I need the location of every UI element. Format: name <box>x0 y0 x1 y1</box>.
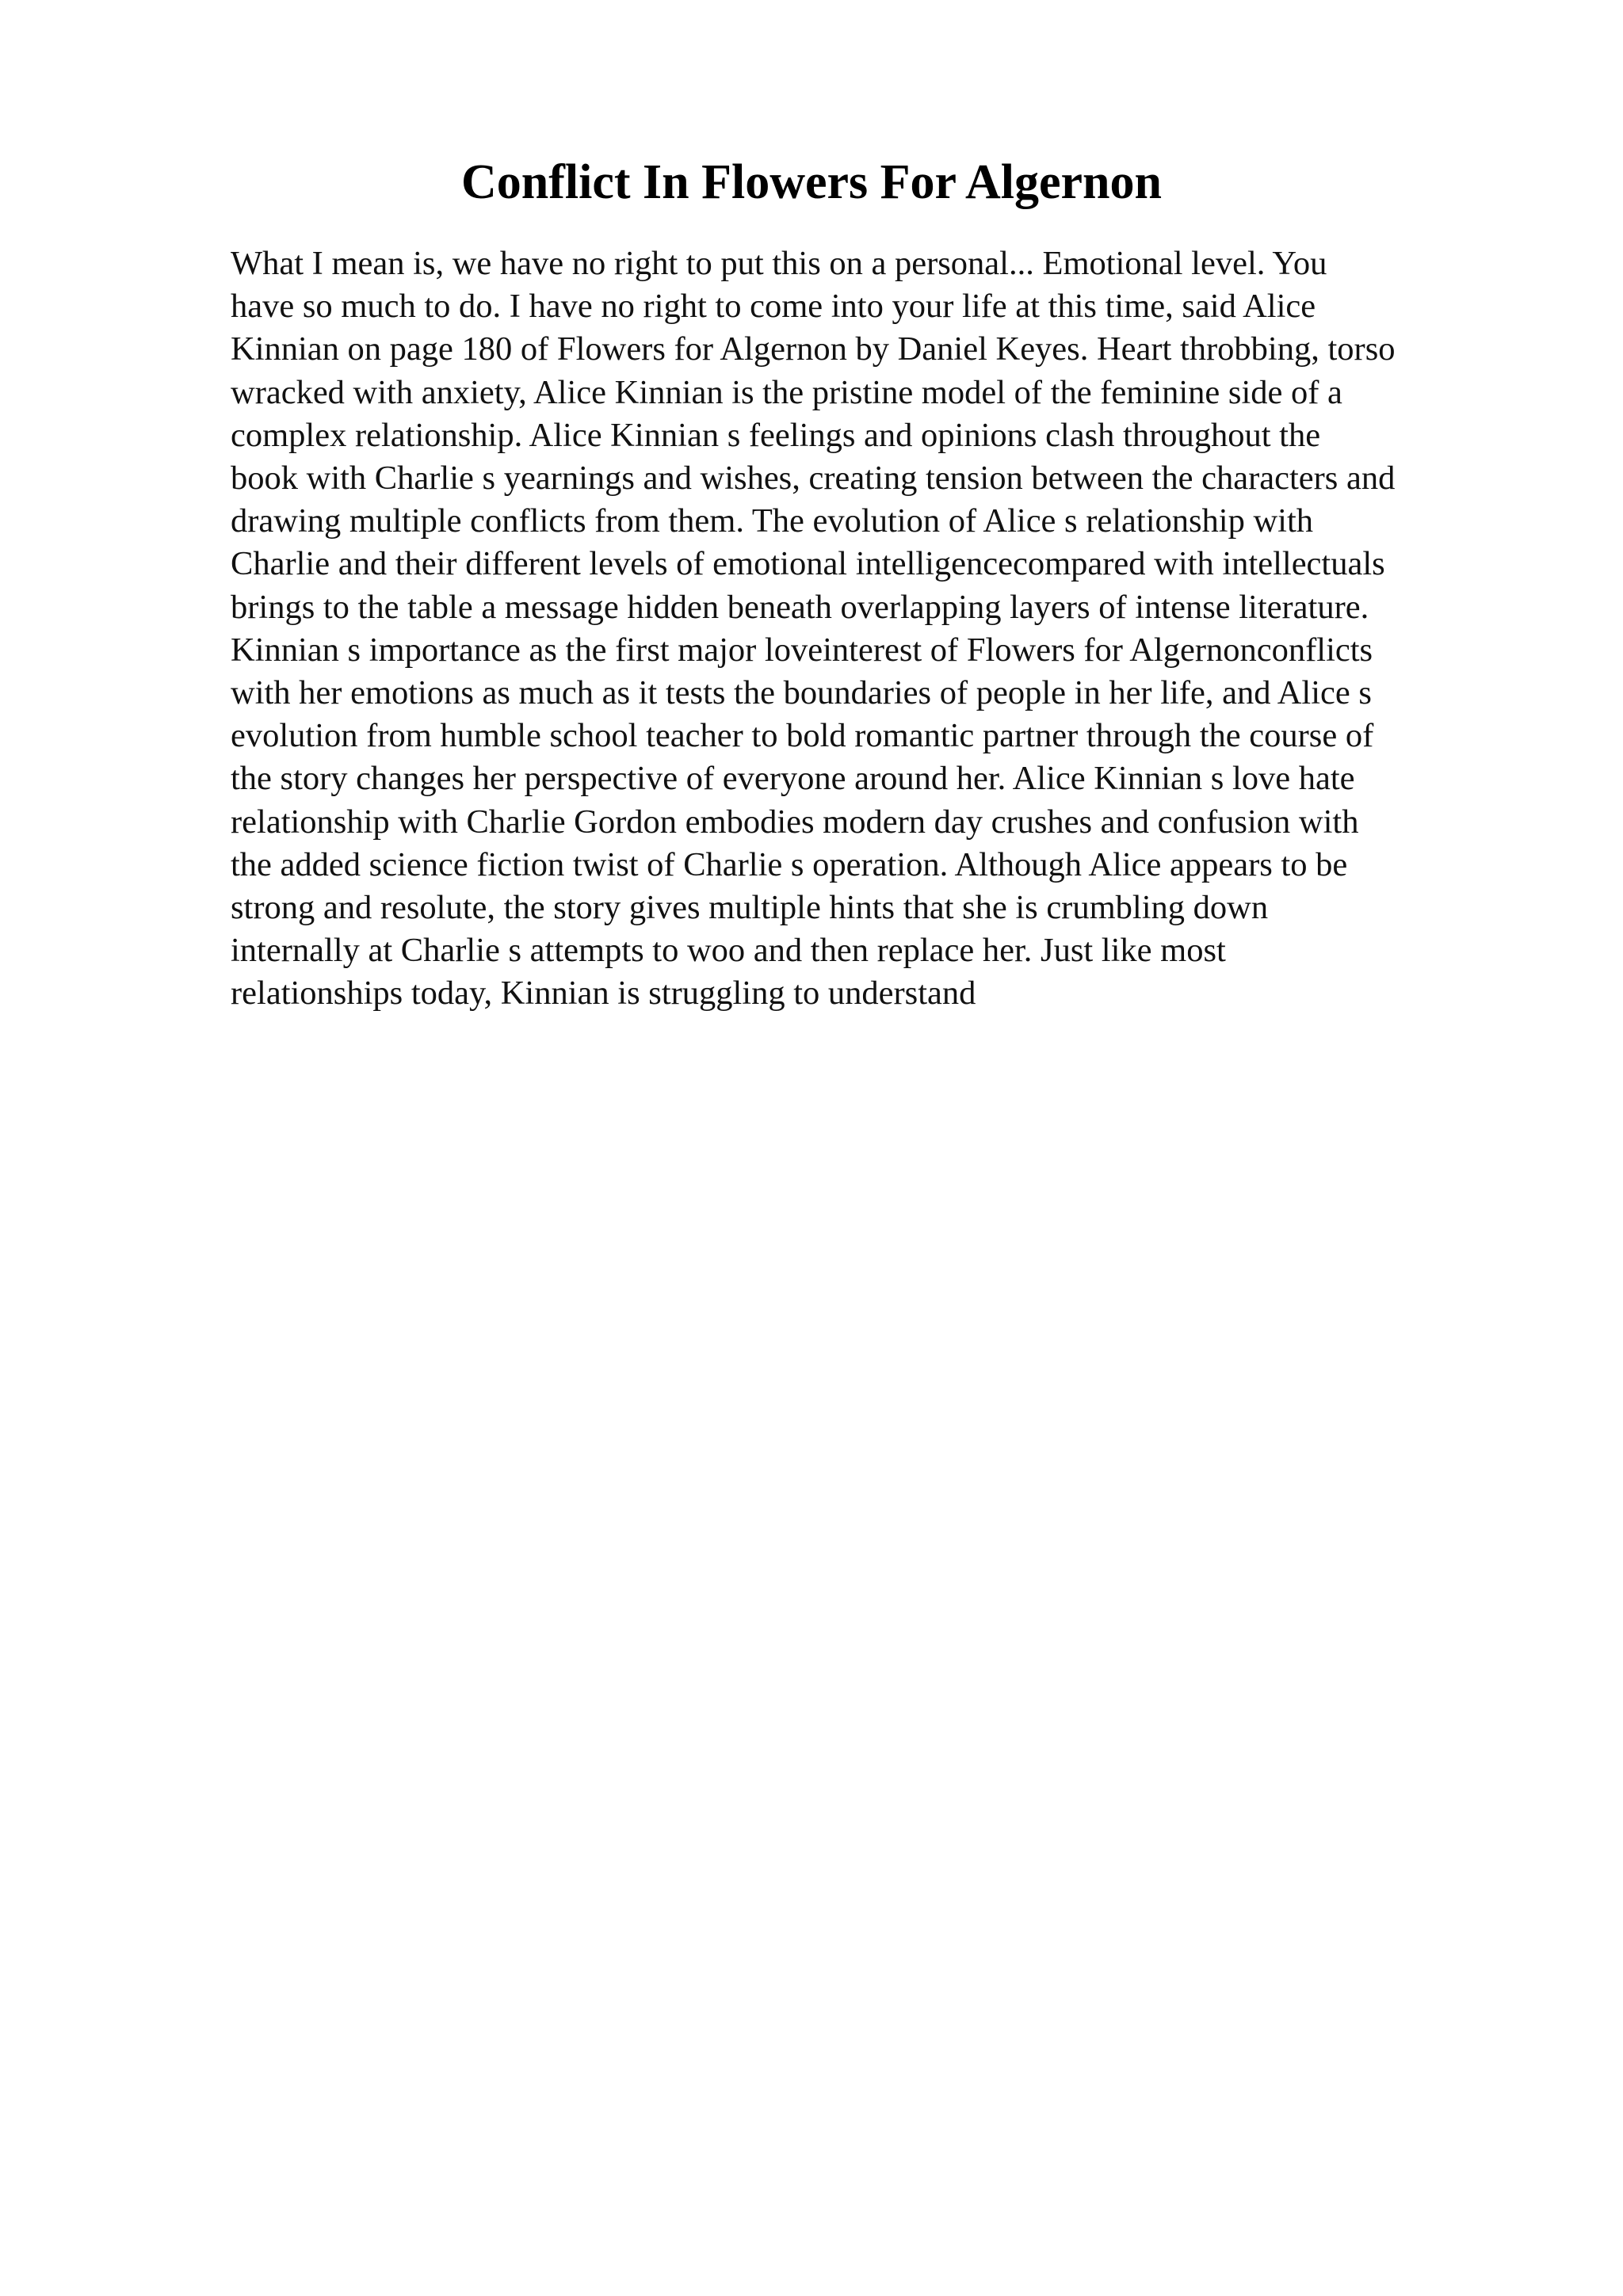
body-line: Charlie and their different levels of emotional intelligencecompared with intellectuals <box>231 545 1385 583</box>
body-line: complex relationship. Alice Kinnian s feelings and opinions clash throughout the <box>231 416 1321 454</box>
body-line: book with Charlie s yearnings and wishes, creating tension between the characters and <box>231 460 1396 498</box>
body-line: strong and resolute, the story gives multiple hints that she is crumbling down <box>231 889 1269 927</box>
body-line: What I mean is, we have no right to put this on a personal... Emotional level. You <box>231 245 1327 282</box>
body-line: have so much to do. I have no right to come into your life at this time, said Alice <box>231 288 1316 326</box>
body-line: Kinnian on page 180 of Flowers for Algernon by Daniel Keyes. Heart throbbing, torso <box>231 330 1396 368</box>
body-line: with her emotions as much as it tests the boundaries of people in her life, and Alice s <box>231 674 1372 712</box>
body-line: relationships today, Kinnian is struggling to understand <box>231 974 976 1013</box>
document-title: Conflict In Flowers For Algernon <box>460 155 1162 209</box>
document-body <box>231 242 1514 1016</box>
body-line: relationship with Charlie Gordon embodies modern day crushes and confusion with <box>231 803 1359 841</box>
body-line: drawing multiple conflicts from them. The evolution of Alice s relationship with <box>231 502 1314 540</box>
body-line: the story changes her perspective of everyone around her. Alice Kinnian s love hate <box>231 760 1355 798</box>
body-line: brings to the table a message hidden beneath overlapping layers of intense literature. <box>231 588 1369 626</box>
body-line: the added science fiction twist of Charlie s operation. Although Alice appears to be <box>231 845 1348 883</box>
body-line: wracked with anxiety, Alice Kinnian is the pristine model of the feminine side of a <box>231 373 1342 411</box>
body-line: Kinnian s importance as the first major loveinterest of Flowers for Algernonconflicts <box>231 631 1373 669</box>
body-line: evolution from humble school teacher to bold romantic partner through the course of <box>231 717 1374 755</box>
body-line: internally at Charlie s attempts to woo and then replace her. Just like most <box>231 932 1226 970</box>
